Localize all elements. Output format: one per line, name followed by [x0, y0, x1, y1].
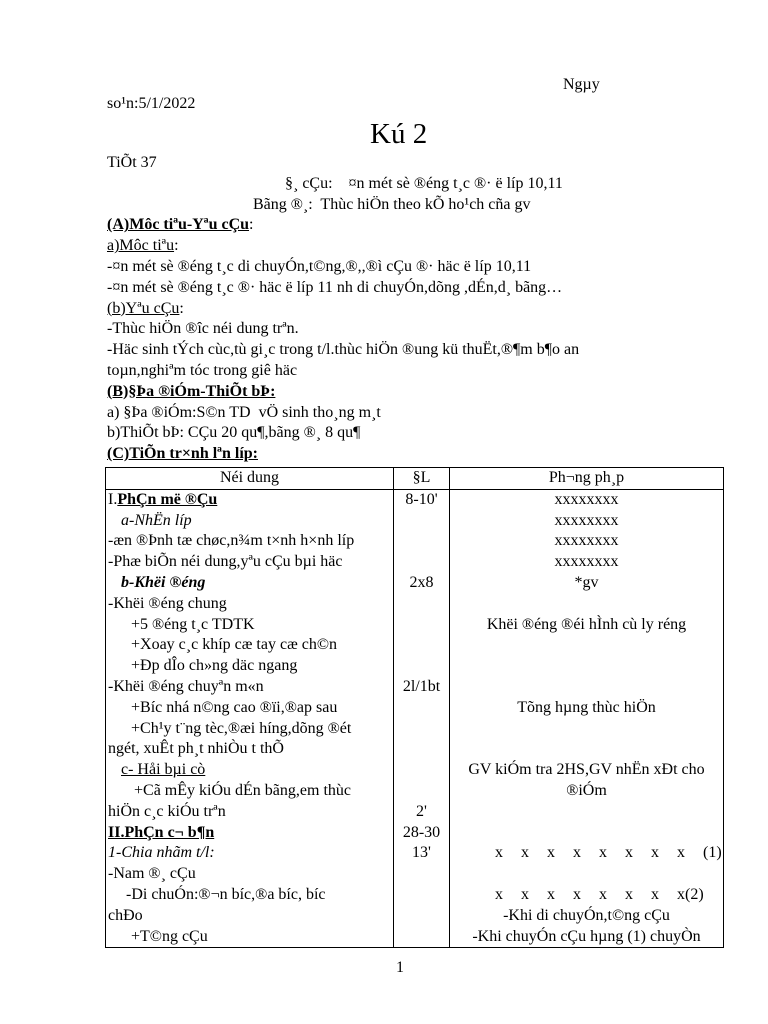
table-row — [106, 656, 723, 677]
duration-cell — [394, 739, 450, 760]
content-cell — [106, 490, 394, 511]
table-row — [106, 864, 723, 885]
duration-cell — [394, 656, 450, 677]
location-line: a) §Þa ®iÓm:S©n TD vÖ sinh tho¸ng m¸t — [107, 403, 381, 421]
duration-cell: 2l/1bt — [394, 677, 450, 698]
column-header-content: Néi dung — [106, 468, 394, 489]
review-title: c- Håi bµi cò — [121, 761, 206, 779]
content-cell: -Khëi ®éng chung — [106, 594, 394, 615]
table-row — [106, 677, 723, 698]
section-b-title: (B)§Þa ®iÓm-ThiÕt bÞ: — [107, 382, 276, 400]
table-row — [106, 739, 723, 760]
table-row — [106, 719, 723, 740]
method-cell — [450, 635, 723, 656]
method-cell — [450, 802, 723, 823]
table-row — [106, 927, 723, 948]
content-cell: +Ch¹y t¨ng tèc,®æi híng,dõng ®ét — [106, 719, 394, 740]
part-title: II.PhÇn c¬ b¶n — [108, 823, 215, 841]
method-cell: xxxxxxxx — [554, 511, 619, 529]
formation-cell: x x x x x x x x (1) — [495, 844, 722, 862]
duration-cell — [394, 864, 450, 885]
method-cell: GV kiÓm tra 2HS,GV nhËn xÐt cho — [468, 761, 705, 779]
duration-cell — [394, 927, 450, 948]
requirement-item: -Thùc hiÖn ®îc néi dung trªn. — [107, 320, 299, 338]
goal-item: -¤n mét sè ®éng t¸c ®· häc ë líp 11 nh di chuyÓn,dõng ,dÉn,d¸ bãng… — [107, 278, 563, 296]
table-row — [106, 615, 723, 636]
lesson-body — [107, 153, 747, 465]
method-cell: xxxxxxxx — [554, 532, 619, 550]
table-row — [106, 552, 723, 573]
method-cell: ®iÓm — [566, 781, 607, 799]
requirements-heading — [107, 299, 747, 320]
column-header-duration: §L — [394, 468, 450, 489]
method-cell — [450, 594, 723, 615]
method-cell — [450, 656, 723, 677]
topic-shuttlecock: §¸ cÇu: ¤n mét sè ®éng t¸c ®· ë líp 10,11 — [285, 174, 563, 192]
row-prefix: I. — [108, 490, 118, 508]
content-cell: -Phæ biÕn néi dung,yªu cÇu bµi häc — [106, 552, 394, 573]
duration-cell — [394, 531, 450, 552]
section-c-heading — [107, 444, 747, 465]
requirements-colon: : — [179, 299, 184, 317]
table-row — [106, 698, 723, 719]
page-number: 1 — [396, 959, 404, 976]
duration-cell — [394, 760, 450, 781]
date-value: so¹n:5/1/2022 — [107, 95, 196, 112]
duration-cell — [394, 594, 450, 615]
table-row — [106, 843, 723, 864]
duration-cell — [394, 906, 450, 927]
method-cell: *gv — [574, 573, 599, 591]
table-row — [106, 531, 723, 552]
method-cell: Tõng hµng thùc hiÖn — [517, 698, 656, 716]
content-cell: +Ðp dÎo ch»ng däc ngang — [106, 656, 394, 677]
lesson-table — [105, 467, 724, 948]
method-cell: xxxxxxxx — [554, 490, 619, 508]
goals-heading — [107, 236, 747, 257]
duration-cell: 28-30 — [394, 823, 450, 844]
table-header-row — [106, 468, 723, 490]
content-cell: +5 ®éng t¸c TDTK — [106, 615, 394, 636]
content-cell: +Xoay c¸c khíp cæ tay cæ ch©n — [106, 635, 394, 656]
method-cell — [450, 677, 723, 698]
content-cell: -Khëi ®éng chuyªn m«n — [106, 677, 394, 698]
table-row — [106, 885, 723, 906]
duration-cell — [394, 511, 450, 532]
part-title: PhÇn më ®Çu — [117, 490, 218, 508]
table-row — [106, 573, 723, 594]
section-c-title: (C)TiÕn tr×nh lªn líp: — [107, 445, 258, 463]
content-cell: -Di chuÓn:®¬n bíc,®a bíc, bíc — [106, 885, 394, 906]
method-cell: Khëi ®éng ®éi hÌnh cù ly réng — [486, 615, 687, 633]
method-cell: -Khi chuyÓn cÇu hµng (1) chuyÒn — [472, 927, 701, 945]
table-row — [106, 511, 723, 532]
method-cell — [450, 864, 723, 885]
goal-item: -¤n mét sè ®éng t¸c di chuyÓn,t©ng,®,,®ì cÇu ®· häc ë líp 10,11 — [107, 257, 532, 275]
content-cell — [106, 760, 394, 781]
duration-cell — [394, 781, 450, 802]
content-cell: +Cã mÊy kiÓu dÉn bãng,em thùc — [106, 781, 394, 802]
method-cell: -Khi di chuyÓn,t©ng cÇu — [503, 906, 670, 924]
content-cell: +Bíc nhá n©ng cao ®ïi,®ap sau — [106, 698, 394, 719]
duration-cell — [394, 885, 450, 906]
duration-cell: 8-10' — [394, 490, 450, 511]
table-row — [106, 594, 723, 615]
formation-cell: x x x x x x x x(2) — [495, 885, 704, 903]
content-cell: 1-Chia nhãm t/l: — [106, 843, 394, 864]
date-label: Ngµy — [563, 76, 600, 93]
content-cell: ngét, xuÊt ph¸t nhiÒu t thÕ — [106, 739, 394, 760]
duration-cell: 13' — [394, 843, 450, 864]
method-cell — [450, 739, 723, 760]
equipment-line: b)ThiÕt bÞ: CÇu 20 qu¶,bãng ®¸ 8 qu¶ — [107, 424, 361, 442]
content-cell: +T©ng cÇu — [106, 927, 394, 948]
requirement-item: toµn,nghiªm tóc trong giê häc — [107, 361, 298, 379]
table-row — [106, 635, 723, 656]
requirement-item: -Häc sinh tÝch cùc,tù gi¸c trong t/l.thùc hiÖn ®ung kü thuËt,®¶m b¶o an — [107, 341, 580, 359]
section-a-heading — [107, 215, 747, 236]
duration-cell — [394, 615, 450, 636]
goals-colon: : — [174, 237, 179, 255]
duration-cell — [394, 719, 450, 740]
content-cell — [106, 823, 394, 844]
duration-cell: 2x8 — [394, 573, 450, 594]
content-cell: -Nam ®¸ cÇu — [106, 864, 394, 885]
method-cell — [450, 719, 723, 740]
content-cell: b-Khëi ®éng — [106, 573, 394, 594]
table-row — [106, 906, 723, 927]
content-cell: -æn ®Þnh tæ chøc,n¾m t×nh h×nh líp — [106, 531, 394, 552]
column-header-method: Ph¬ng ph¸p — [548, 469, 625, 486]
table-row — [106, 760, 723, 781]
topic-football: Bãng ®¸: Thùc hiÖn theo kÕ ho¹ch cña gv — [253, 195, 531, 213]
content-cell: hiÖn c¸c kiÓu trªn — [106, 802, 394, 823]
requirements-label: (b)Yªu cÇu — [107, 299, 180, 317]
duration-cell — [394, 552, 450, 573]
table-row — [106, 802, 723, 823]
goals-label: a)Môc tiªu — [107, 237, 175, 255]
method-cell: xxxxxxxx — [554, 553, 619, 571]
duration-cell — [394, 635, 450, 656]
section-a-colon: : — [249, 216, 254, 234]
duration-cell: 2' — [394, 802, 450, 823]
duration-cell — [394, 698, 450, 719]
section-a-title: (A)Môc tiªu-Yªu cÇu — [107, 216, 250, 234]
lesson-number: TiÕt 37 — [107, 154, 157, 171]
table-row — [106, 490, 723, 511]
content-cell: chÐo — [106, 906, 394, 927]
section-b-heading — [107, 382, 747, 403]
method-cell — [450, 823, 723, 844]
table-row — [106, 823, 723, 844]
page-title: Kú 2 — [370, 118, 428, 150]
table-row — [106, 781, 723, 802]
content-cell: a-NhËn líp — [106, 511, 394, 532]
